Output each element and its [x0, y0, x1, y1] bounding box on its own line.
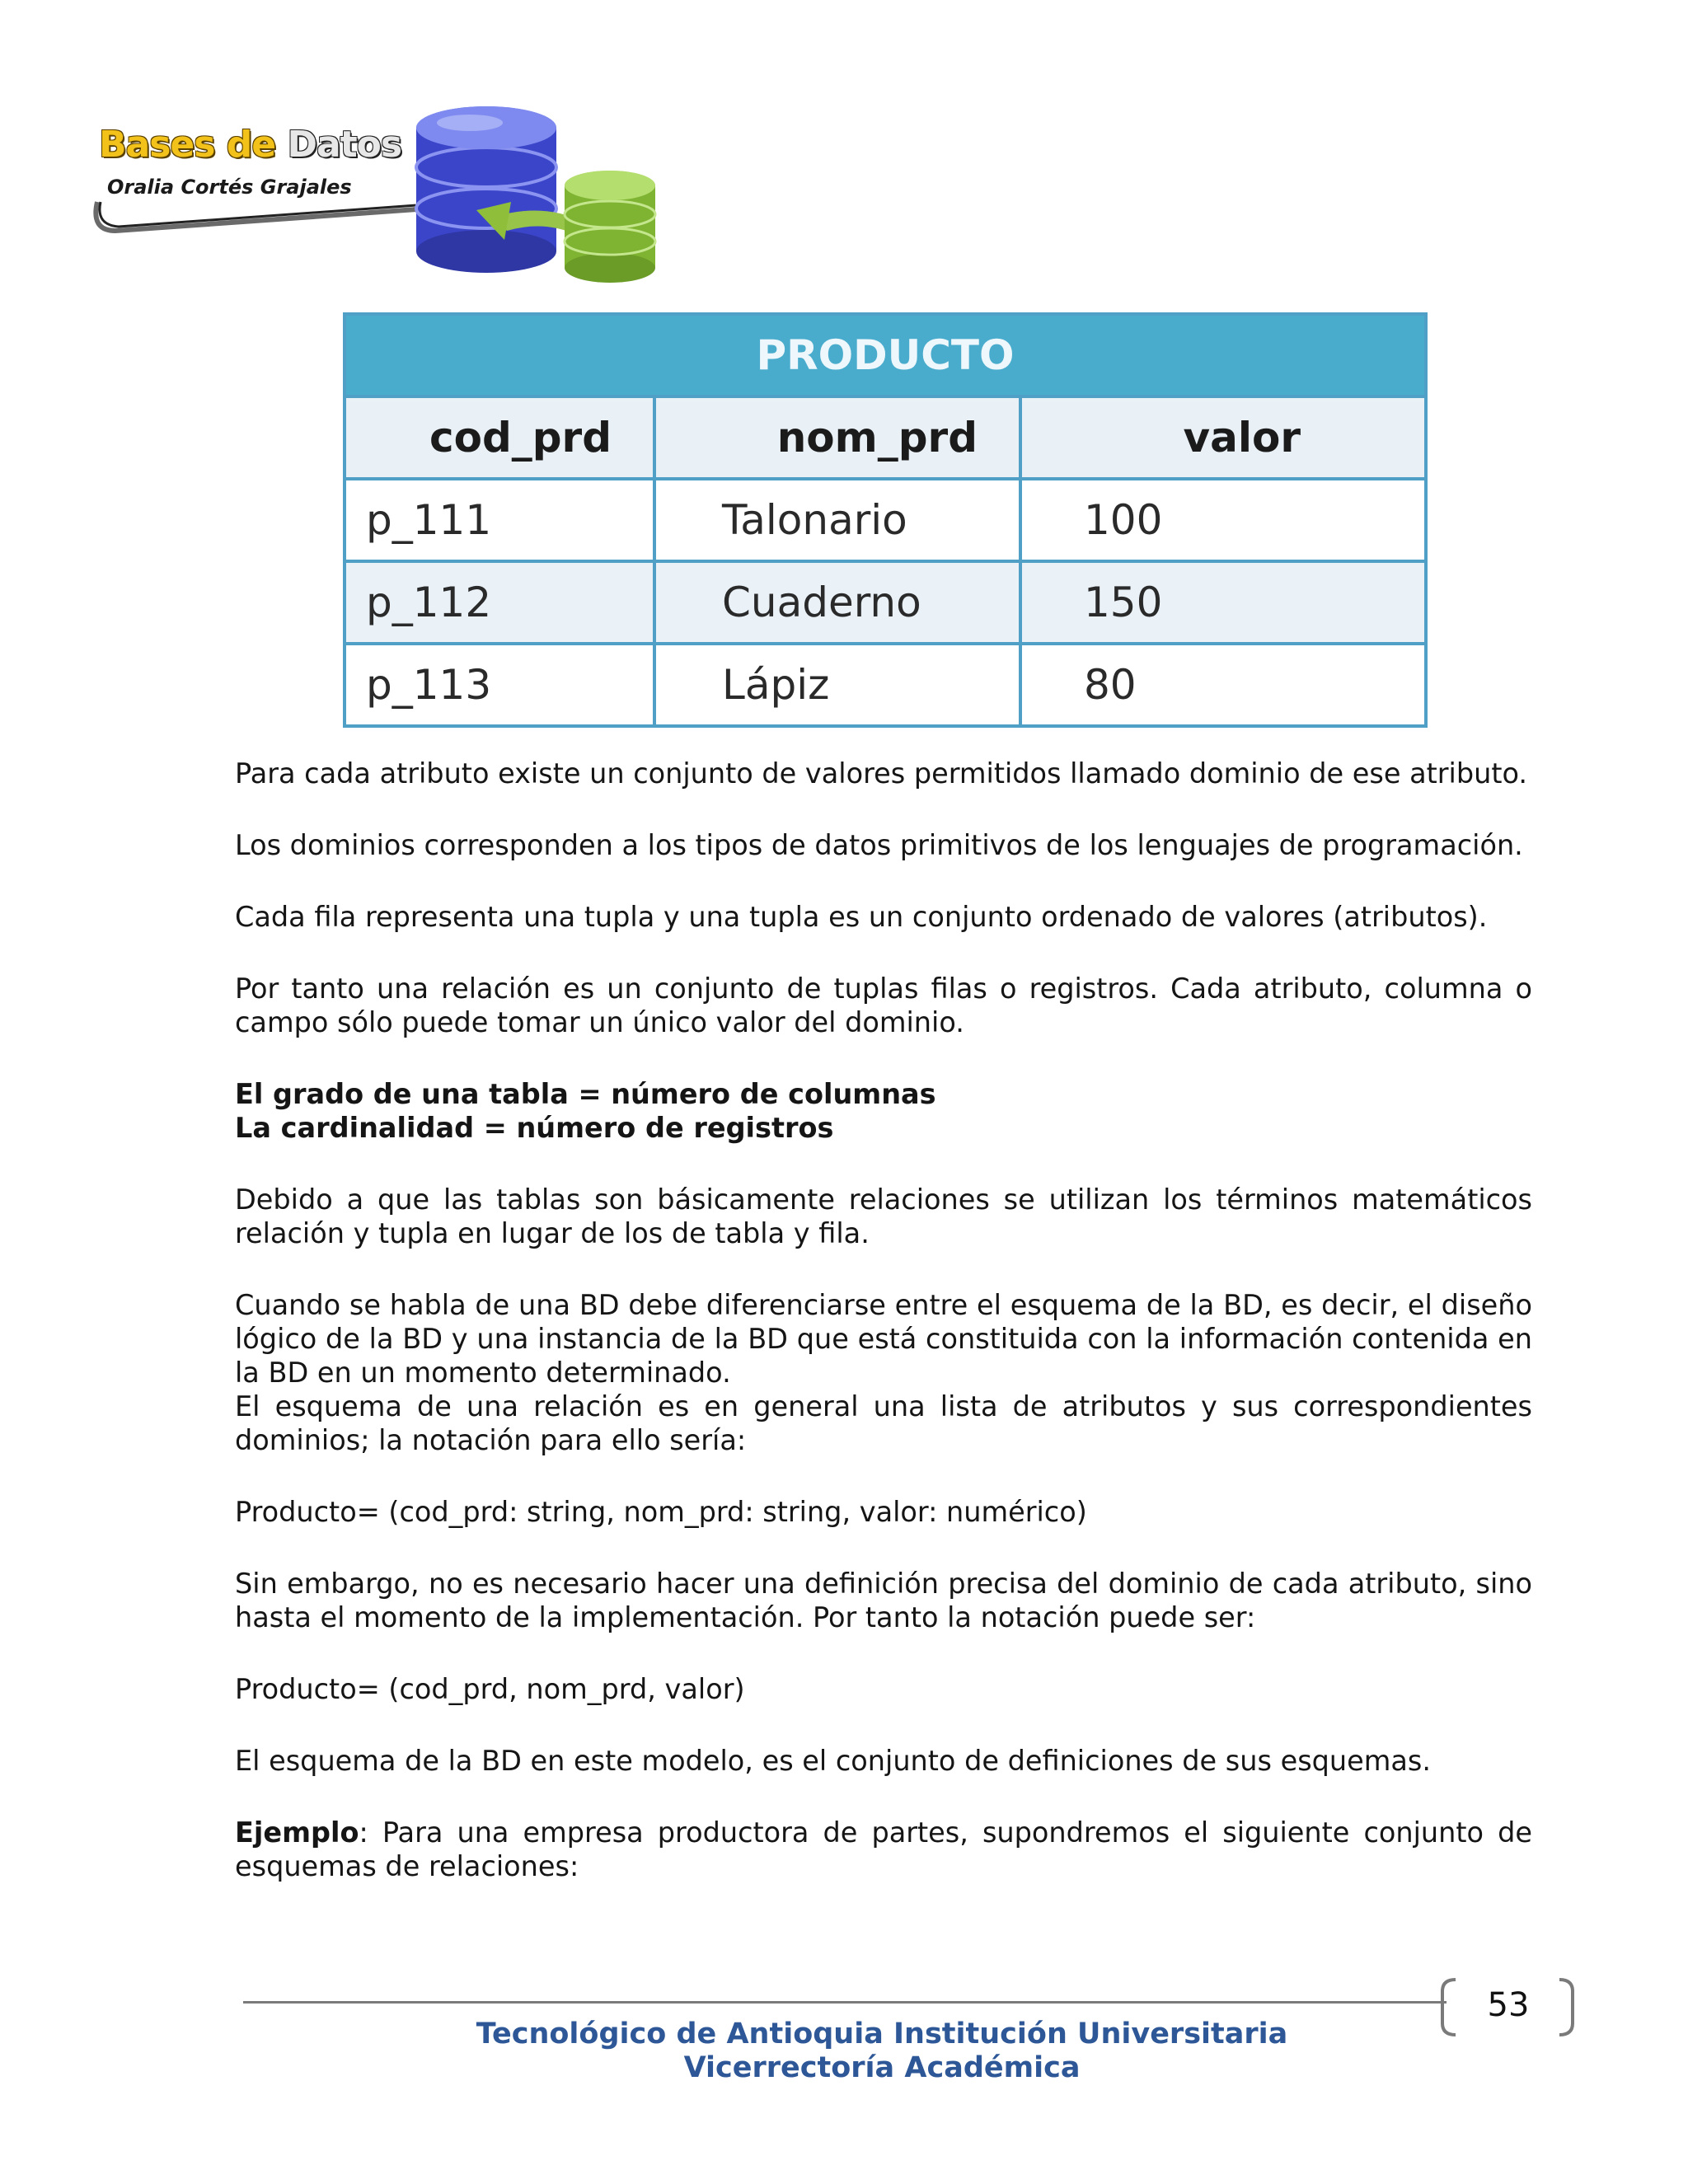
table-cell: Talonario: [654, 479, 1020, 561]
column-header: nom_prd: [654, 396, 1020, 479]
footer-institution: [247, 2018, 1517, 2085]
paragraph: Debido a que las tablas son básicamente relaciones se utilizan los términos matemáticos relación y tupla en lugar de los de tabla y fila.: [235, 1183, 1532, 1249]
paragraph: Cuando se habla de una BD debe diferenciarse entre el esquema de la BD, es decir, el diseño lógico de la BD y una instancia de la BD que está constituida con la información contenida en la BD en un momento determinado.: [235, 1289, 1532, 1389]
table-cell: p_113: [345, 644, 654, 726]
table-row: [345, 644, 1426, 726]
table-cell: Cuaderno: [654, 561, 1020, 644]
producto-table: [343, 312, 1428, 728]
table-cell: p_111: [345, 479, 654, 561]
table-cell: 80: [1020, 644, 1426, 726]
example-label: Ejemplo: [235, 1816, 359, 1849]
column-header: valor: [1020, 396, 1426, 479]
body-text: [235, 757, 1532, 1921]
paragraph: Cada fila representa una tupla y una tupla es un conjunto ordenado de valores (atributos).: [235, 901, 1488, 933]
paragraph: Por tanto una relación es un conjunto de tuplas filas o registros. Cada atributo, columna o campo sólo puede tomar un único valor del dominio.: [235, 972, 1532, 1038]
paragraph: Los dominios corresponden a los tipos de datos primitivos de los lenguajes de programación.: [235, 829, 1523, 861]
table-row: [345, 479, 1426, 561]
schema-notation: Producto= (cod_prd: string, nom_prd: string, valor: numérico): [235, 1496, 1087, 1528]
table-title: PRODUCTO: [345, 314, 1426, 396]
example-paragraph: [235, 1816, 1532, 1883]
table-row: [345, 561, 1426, 644]
paragraph: El esquema de la BD en este modelo, es el conjunto de definiciones de sus esquemas.: [235, 1745, 1432, 1777]
table-cell: 150: [1020, 561, 1426, 644]
logo-title: Bases de Datos: [99, 124, 402, 166]
schema-notation: Producto= (cod_prd, nom_prd, valor): [235, 1673, 745, 1705]
header-logo: [82, 78, 676, 284]
table-cell: 100: [1020, 479, 1426, 561]
page-number: 53: [1487, 1986, 1530, 2024]
paragraph: Para cada atributo existe un conjunto de valores permitidos llamado dominio de ese atributo.: [235, 757, 1528, 790]
logo-author: Oralia Cortés Grajales: [107, 176, 352, 199]
column-header: cod_prd: [345, 396, 654, 479]
table-cell: p_112: [345, 561, 654, 644]
degree-definition: El grado de una tabla = número de columnas: [235, 1078, 936, 1110]
footer-divider: [243, 2001, 1447, 2004]
paragraph: El esquema de una relación es en general una lista de atributos y sus correspondientes dominios; la notación para ello sería:: [235, 1390, 1532, 1456]
footer-line-2: Vicerrectoría Académica: [683, 2051, 1081, 2084]
table-cell: Lápiz: [654, 644, 1020, 726]
cardinality-definition: La cardinalidad = número de registros: [235, 1112, 834, 1144]
footer-line-1: Tecnológico de Antioquia Institución Universitaria: [476, 2018, 1288, 2050]
definition-block: [235, 1077, 1532, 1145]
example-text: : Para una empresa productora de partes, supondremos el siguiente conjunto de esquemas de relaciones:: [235, 1816, 1532, 1882]
paragraph: Sin embargo, no es necesario hacer una definición precisa del dominio de cada atributo, sino hasta el momento de la implementación. Por tanto la notación puede ser:: [235, 1568, 1532, 1633]
